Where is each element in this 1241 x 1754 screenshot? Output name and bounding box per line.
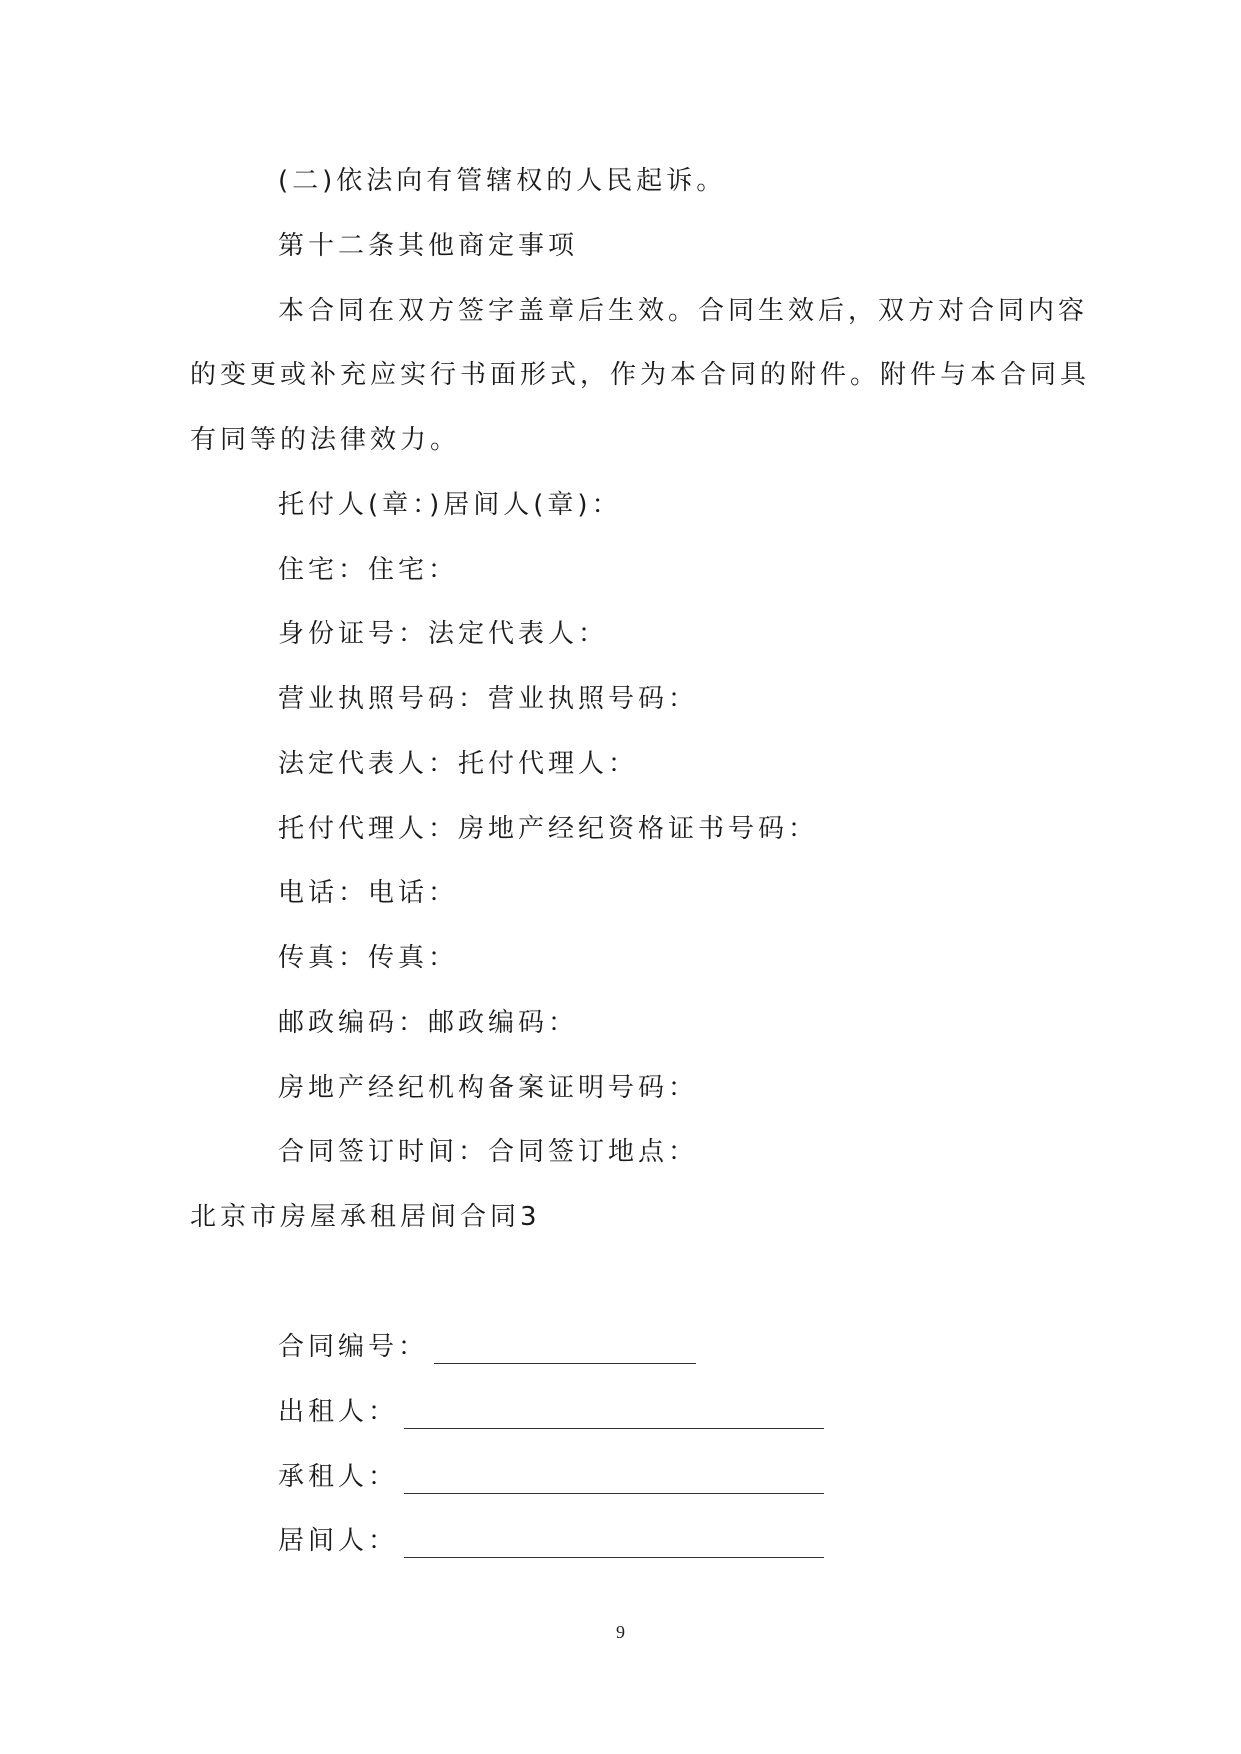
paragraph-line: 本合同在双方签字盖章后生效。合同生效后，双方对合同内容 — [278, 296, 1089, 326]
fax-line: 传真：传真： — [278, 943, 459, 973]
intermediary-field — [278, 1524, 824, 1558]
address-line: 住宅：住宅： — [278, 555, 459, 585]
signature-line: 托付人(章：)居间人(章)： — [278, 490, 622, 520]
agent-line: 托付代理人：房地产经纪资格证书号码： — [278, 814, 819, 844]
lessor-label: 出租人： — [278, 1397, 399, 1427]
lessee-label: 承租人： — [278, 1462, 399, 1492]
section-title: 北京市房屋承租居间合同3 — [190, 1202, 541, 1232]
clause-paragraph: (二)依法向有管辖权的人民起诉。 — [278, 166, 727, 196]
intermediary-blank — [404, 1535, 824, 1558]
signing-info-line: 合同签订时间：合同签订地点： — [278, 1137, 699, 1167]
lessor-field — [278, 1395, 824, 1429]
phone-line: 电话：电话： — [278, 878, 459, 908]
contract-number-field — [278, 1330, 696, 1364]
lessee-blank — [404, 1471, 824, 1494]
paragraph-line: 的变更或补充应实行书面形式，作为本合同的附件。附件与本合同具 — [190, 360, 1091, 390]
contract-number-label: 合同编号： — [278, 1332, 429, 1362]
filing-number-line: 房地产经纪机构备案证明号码： — [278, 1073, 699, 1103]
representative-line: 法定代表人：托付代理人： — [278, 749, 639, 779]
id-line: 身份证号：法定代表人： — [278, 619, 609, 649]
intermediary-label: 居间人： — [278, 1526, 399, 1556]
contract-number-blank — [434, 1341, 696, 1364]
lessor-blank — [404, 1406, 824, 1429]
article-heading: 第十二条其他商定事项 — [278, 231, 579, 261]
license-line: 营业执照号码：营业执照号码： — [278, 684, 699, 714]
lessee-field — [278, 1460, 824, 1494]
postal-code-line: 邮政编码：邮政编码： — [278, 1008, 579, 1038]
paragraph-line: 有同等的法律效力。 — [190, 425, 461, 455]
page-number: 9 — [616, 1622, 625, 1642]
